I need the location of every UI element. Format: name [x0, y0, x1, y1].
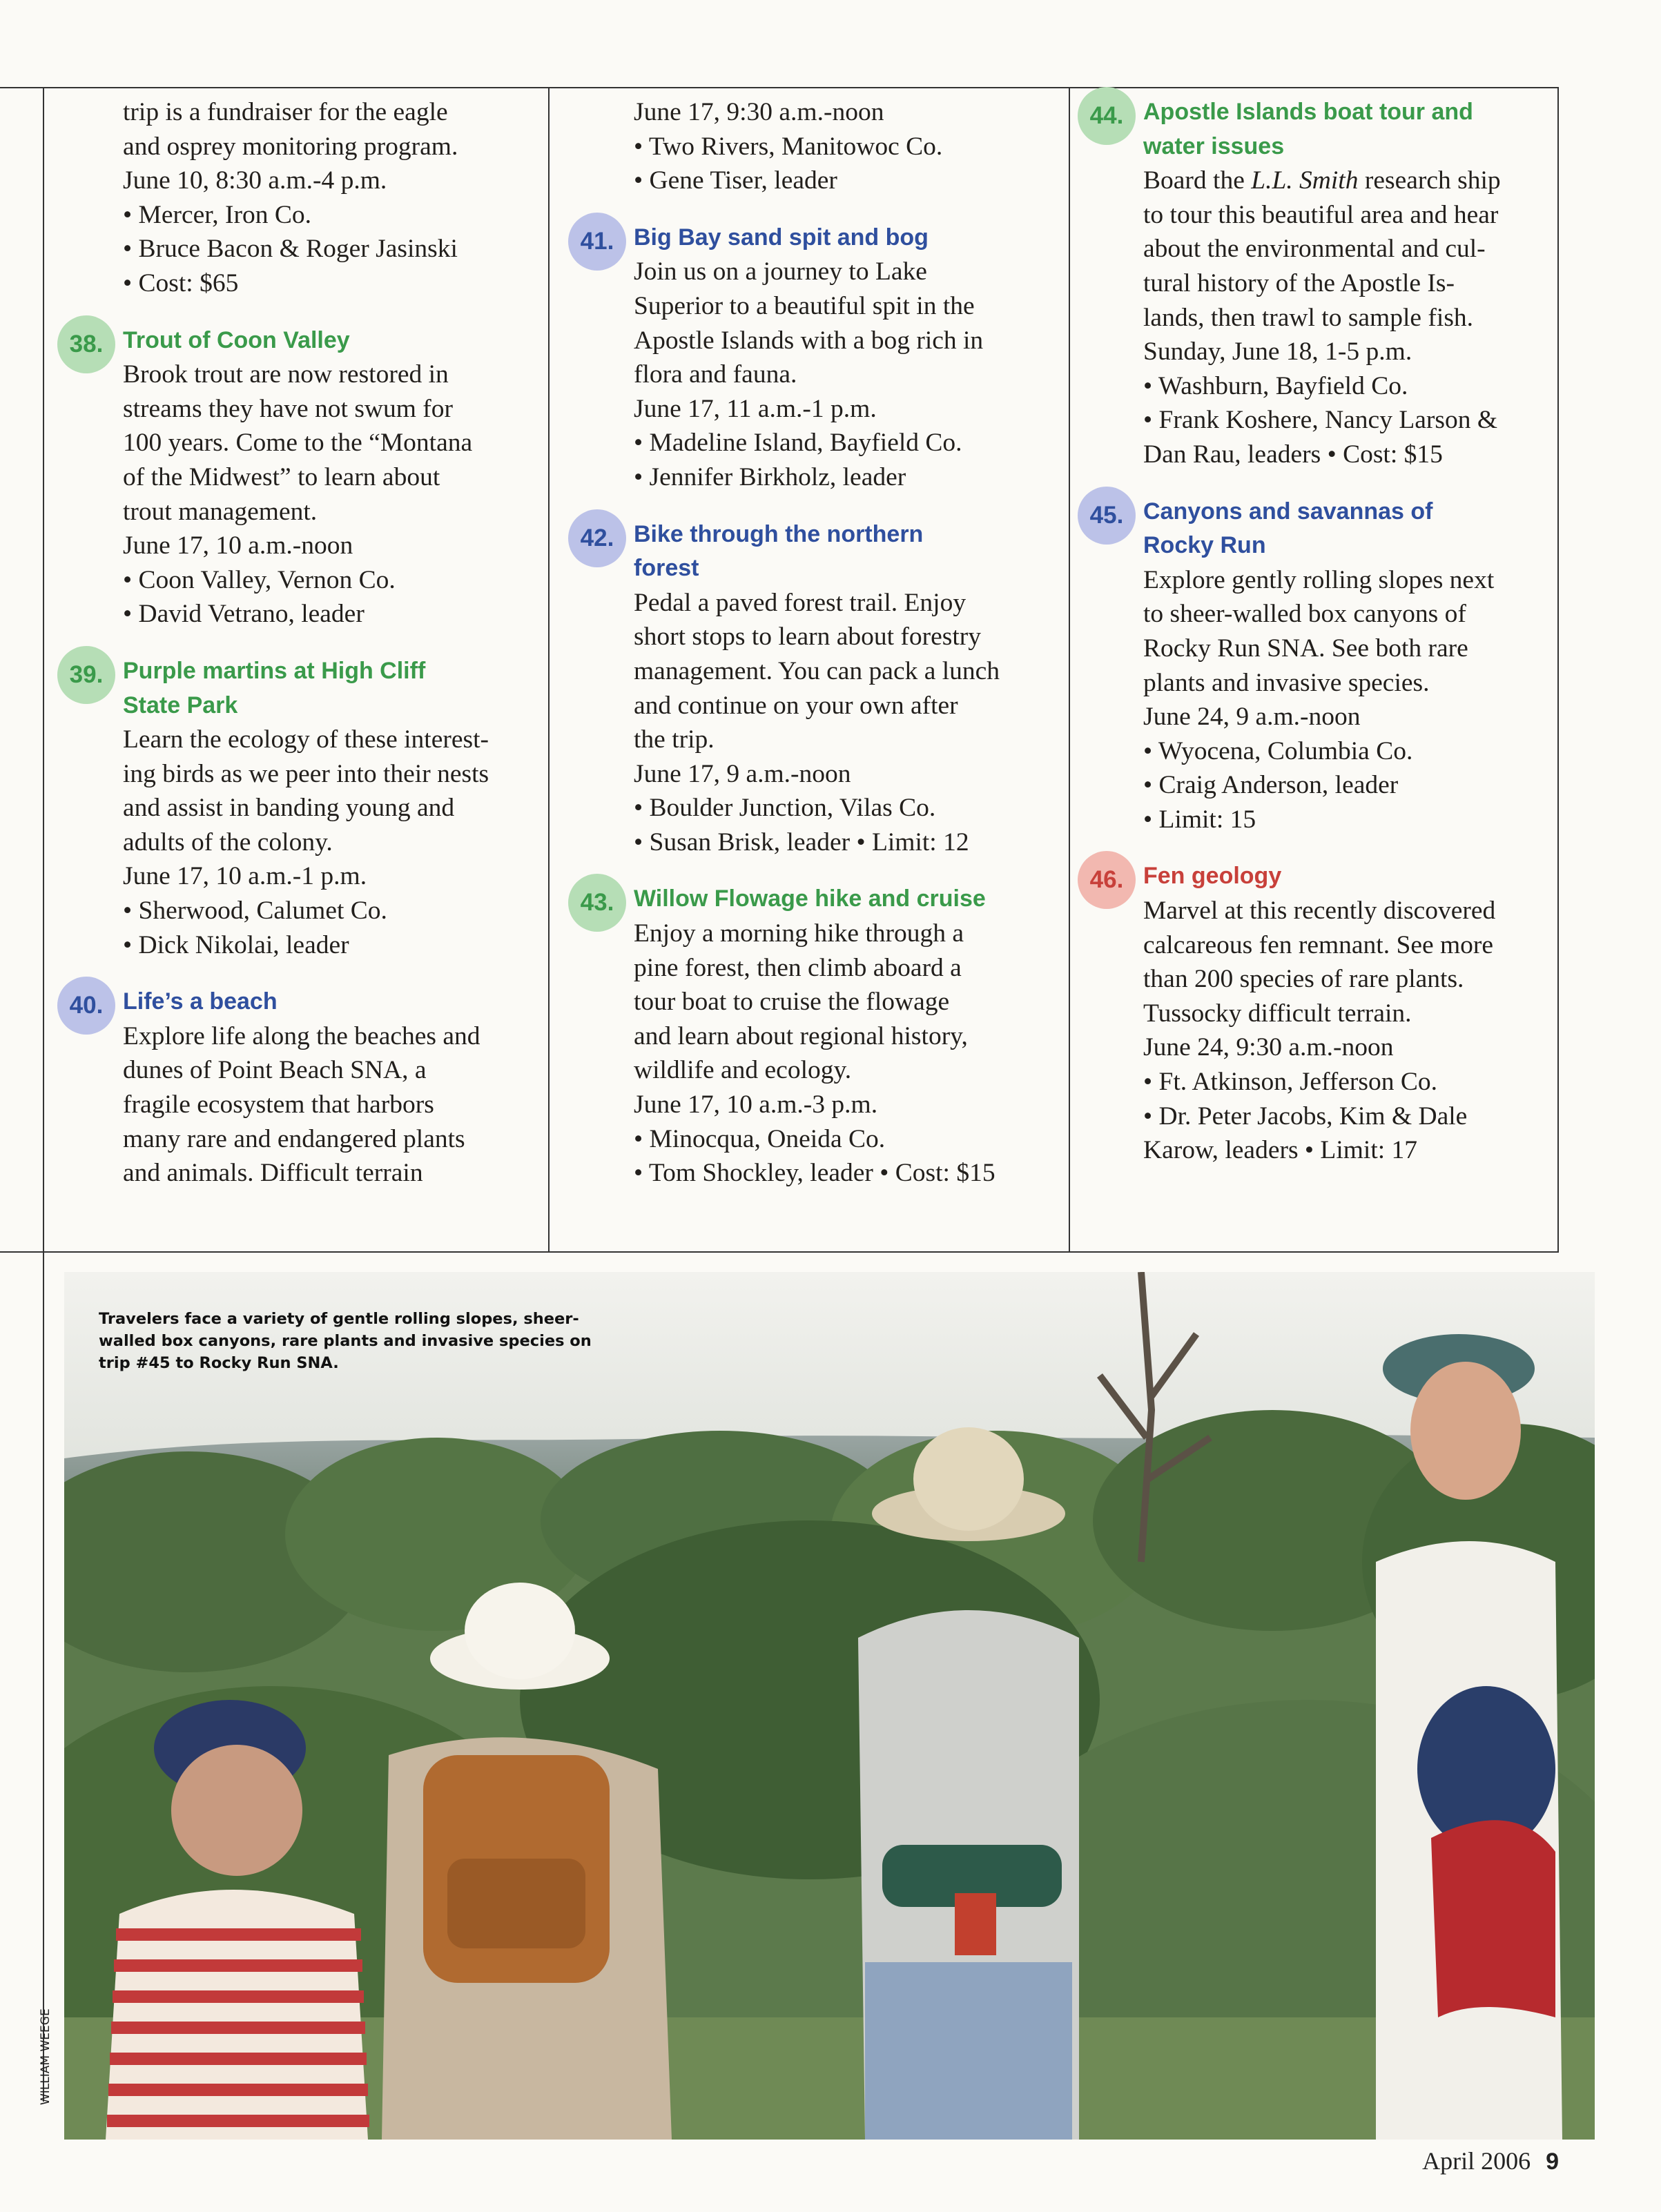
trip-title: Willow Flowage hike and cruise: [634, 885, 986, 912]
continued-text-line: • Cost: $65: [123, 268, 239, 297]
trip-detail-line: Sunday, June 18, 1-5 p.m.: [1143, 337, 1412, 366]
trip-detail-line: Apostle Islands with a bog rich in: [634, 326, 984, 355]
trip-number-badge: [568, 509, 626, 567]
trip-detail-line: of the Midwest” to learn about: [123, 462, 440, 491]
trip-detail-line: pine forest, then climb aboard a: [634, 953, 962, 982]
trip-detail-line: • Frank Koshere, Nancy Larson &: [1143, 406, 1497, 435]
trip-number-badge: [1078, 487, 1136, 545]
trip-detail-line: Explore life along the beaches and: [123, 1021, 480, 1050]
entry-spacer: [634, 198, 1062, 221]
trip-detail-line: June 24, 9 a.m.-noon: [1143, 703, 1361, 732]
trip-detail-line: to tour this beautiful area and hear: [1143, 200, 1499, 229]
trip-detail-line: • Madeline Island, Bayfield Co.: [634, 429, 962, 458]
page-number: 9: [1546, 2149, 1559, 2175]
continued-text-line: • Mercer, Iron Co.: [123, 200, 311, 229]
trip-heading: [580, 518, 1062, 586]
trip-detail-line: streams they have not swum for: [123, 394, 454, 423]
trip-title: Big Bay sand spit and bog: [634, 224, 929, 251]
trip-entry: [580, 518, 1062, 860]
trip-detail-line: Marvel at this recently discovered: [1143, 897, 1496, 926]
trip-number-badge: [57, 646, 115, 704]
trip-title: Fen geology: [1143, 863, 1282, 890]
trip-detail-line: flora and fauna.: [634, 360, 797, 389]
issue-date: April 2006: [1422, 2147, 1531, 2175]
trip-detail-line: the trip.: [634, 725, 715, 754]
trip-title: State Park: [123, 692, 238, 718]
trip-detail-line: trout management.: [123, 497, 318, 526]
column-2: [580, 95, 1062, 1191]
trip-number-badge: [57, 977, 115, 1035]
trip-title: Trout of Coon Valley: [123, 326, 350, 353]
trip-detail-line: fragile ecosystem that harbors: [123, 1090, 434, 1119]
trip-title: Bike through the northern: [634, 520, 924, 547]
trip-detail-line: many rare and endangered plants: [123, 1124, 465, 1153]
trip-detail-line: • Dick Nikolai, leader: [123, 930, 349, 959]
trip-heading: [69, 985, 537, 1019]
trip-detail-line: June 17, 10 a.m.-3 p.m.: [634, 1090, 878, 1119]
continued-text-line: • Bruce Bacon & Roger Jasinski: [123, 235, 458, 264]
entry-spacer: [1143, 836, 1564, 859]
trip-detail-line: June 24, 9:30 a.m.-noon: [1143, 1033, 1394, 1062]
trip-detail-line: • Boulder Junction, Vilas Co.: [634, 794, 936, 823]
trip-detail-line: about the environmental and cul-: [1143, 235, 1486, 264]
trip-title: forest: [634, 555, 699, 582]
trip-detail-line: • Sherwood, Calumet Co.: [123, 897, 387, 926]
trip-title: Canyons and savannas of: [1143, 498, 1433, 525]
trip-heading: [580, 882, 1062, 917]
trip-detail-line: calcareous fen remnant. See more: [1143, 930, 1494, 959]
trip-number-badge: [57, 315, 115, 373]
trip-detail-line: Brook trout are now restored in: [123, 360, 449, 389]
trip-detail-line: to sheer-walled box canyons of: [1143, 600, 1466, 629]
trip-number-badge: [568, 874, 626, 932]
trip-detail-line: • Craig Anderson, leader: [1143, 771, 1399, 800]
entry-spacer: [123, 632, 537, 654]
trip-detail-line: • Limit: 15: [1143, 805, 1256, 834]
trip-number-badge: [568, 213, 626, 271]
trip-detail-line: June 17, 10 a.m.-noon: [123, 531, 353, 560]
trip-detail-line: than 200 species of rare plants.: [1143, 965, 1464, 994]
trip-detail-line: • Wyocena, Columbia Co.: [1143, 736, 1413, 765]
trip-heading: [1089, 95, 1564, 164]
trip-detail-line: • Dr. Peter Jacobs, Kim & Dale: [1143, 1102, 1468, 1131]
trip-detail-line: Karow, leaders • Limit: 17: [1143, 1136, 1418, 1165]
trip-detail-line: and animals. Difficult terrain: [123, 1159, 423, 1188]
trip-heading: [69, 324, 537, 358]
trip-number: 44.: [1089, 102, 1124, 129]
trip-number: 43.: [580, 889, 614, 917]
trip-detail-line: lands, then trawl to sample fish.: [1143, 303, 1474, 332]
continued-text-line: • Two Rivers, Manitowoc Co.: [634, 132, 943, 161]
trip-entry: [1089, 859, 1564, 1167]
trip-detail-line: 100 years. Come to the “Montana: [123, 429, 473, 458]
trip-detail-line: and assist in banding young and: [123, 794, 455, 823]
trip-entry: [1089, 95, 1564, 472]
trip-detail-line: tour boat to cruise the flowage: [634, 988, 950, 1017]
trip-detail-line: management. You can pack a lunch: [634, 656, 1000, 685]
trip-detail-line: Tussocky difficult terrain.: [1143, 999, 1412, 1028]
trip-number: 45.: [1089, 501, 1124, 529]
trip-title: Life’s a beach: [123, 988, 278, 1015]
trip-title: Apostle Islands boat tour and: [1143, 99, 1473, 125]
trip-detail-line: • Coon Valley, Vernon Co.: [123, 565, 396, 594]
trip-detail-line: short stops to learn about forestry: [634, 623, 982, 652]
trip-heading: [1089, 495, 1564, 563]
trip-number: 38.: [69, 330, 104, 358]
trip-detail-line: • Washburn, Bayfield Co.: [1143, 371, 1408, 400]
trip-detail-line: • Minocqua, Oneida Co.: [634, 1124, 886, 1153]
continued-text-line: June 17, 9:30 a.m.-noon: [634, 98, 884, 126]
trip-detail-line: and continue on your own after: [634, 691, 958, 720]
trip-detail-line: June 17, 10 a.m.-1 p.m.: [123, 862, 367, 891]
entry-spacer: [1143, 472, 1564, 495]
trip-entry: [69, 985, 537, 1191]
frame-top-rule: [0, 87, 1559, 88]
entry-spacer: [634, 859, 1062, 882]
trip-detail-line: Learn the ecology of these interest-: [123, 725, 489, 754]
trip-number: 46.: [1089, 866, 1124, 894]
trip-title: Rocky Run: [1143, 532, 1266, 559]
trip-title: water issues: [1143, 133, 1285, 159]
photo-credit: WILLIAM WEEGE: [39, 2008, 52, 2105]
entry-spacer: [123, 301, 537, 324]
page-folio: [1422, 2146, 1559, 2175]
trip-detail-line: Join us on a journey to Lake: [634, 257, 927, 286]
trip-detail-line: Dan Rau, leaders • Cost: $15: [1143, 440, 1443, 469]
frame-left-rule: [43, 87, 44, 1253]
trip-detail-line: • Tom Shockley, leader • Cost: $15: [634, 1159, 995, 1188]
trip-detail-line: Rocky Run SNA. See both rare: [1143, 634, 1468, 663]
trip-heading: [580, 221, 1062, 255]
continued-text-line: June 10, 8:30 a.m.-4 p.m.: [123, 166, 387, 195]
entry-spacer: [123, 962, 537, 985]
trip-detail-line: • Ft. Atkinson, Jefferson Co.: [1143, 1068, 1437, 1097]
trip-entry: [580, 221, 1062, 495]
column-rule-2: [1069, 87, 1070, 1253]
continued-text-line: • Gene Tiser, leader: [634, 166, 837, 195]
photo-rocky-run: [64, 1272, 1595, 2140]
trip-detail-line: • Jennifer Birkholz, leader: [634, 462, 906, 491]
trip-detail-line: Superior to a beautiful spit in the: [634, 291, 975, 320]
column-3: [1089, 95, 1564, 1168]
trip-detail-line: • Susan Brisk, leader • Limit: 12: [634, 828, 969, 857]
column-rule-1: [548, 87, 550, 1253]
trip-number-badge: [1078, 87, 1136, 145]
photo-caption: Travelers face a variety of gentle rolling slopes, sheer-walled box canyons, rare plants and invasive species on trip #45 to Rocky Run SNA.: [99, 1310, 592, 1372]
trip-detail-line: June 17, 9 a.m.-noon: [634, 759, 851, 788]
trip-detail-line: and learn about regional history,: [634, 1021, 968, 1050]
trip-entry: [1089, 495, 1564, 837]
continued-text-line: trip is a fundraiser for the eagle: [123, 98, 448, 126]
trip-number: 39.: [69, 660, 104, 688]
trip-detail-line: Enjoy a morning hike through a: [634, 919, 964, 948]
trip-detail-line: Board the L.L. Smith research ship: [1143, 166, 1501, 195]
frame-mid-rule: [0, 1251, 1559, 1253]
trip-title: Purple martins at High Cliff: [123, 657, 426, 684]
trip-entry: [69, 324, 537, 632]
column-1: [69, 95, 537, 1191]
trip-number: 42.: [580, 524, 614, 551]
trip-number-badge: [1078, 851, 1136, 909]
trip-detail-line: adults of the colony.: [123, 828, 333, 857]
trip-number: 41.: [580, 227, 614, 255]
trip-entry: [69, 654, 537, 962]
trip-detail-line: plants and invasive species.: [1143, 668, 1430, 697]
trip-heading: [1089, 859, 1564, 894]
frame-lower-left-rule: [43, 1253, 44, 2102]
trip-entry: [580, 882, 1062, 1190]
trip-detail-line: wildlife and ecology.: [634, 1056, 852, 1085]
trip-detail-line: June 17, 11 a.m.-1 p.m.: [634, 394, 877, 423]
trip-detail-line: ing birds as we peer into their nests: [123, 759, 489, 788]
trip-number: 40.: [69, 992, 104, 1019]
trip-detail-line: dunes of Point Beach SNA, a: [123, 1056, 427, 1085]
trip-heading: [69, 654, 537, 723]
continued-text-line: and osprey monitoring program.: [123, 132, 458, 161]
trip-detail-line: • David Vetrano, leader: [123, 600, 365, 629]
hikers-photo-illustration: [64, 1272, 1595, 2140]
trip-detail-line: tural history of the Apostle Is-: [1143, 268, 1455, 297]
trip-detail-line: Explore gently rolling slopes next: [1143, 565, 1495, 594]
trip-detail-line: Pedal a paved forest trail. Enjoy: [634, 588, 967, 617]
entry-spacer: [634, 495, 1062, 518]
